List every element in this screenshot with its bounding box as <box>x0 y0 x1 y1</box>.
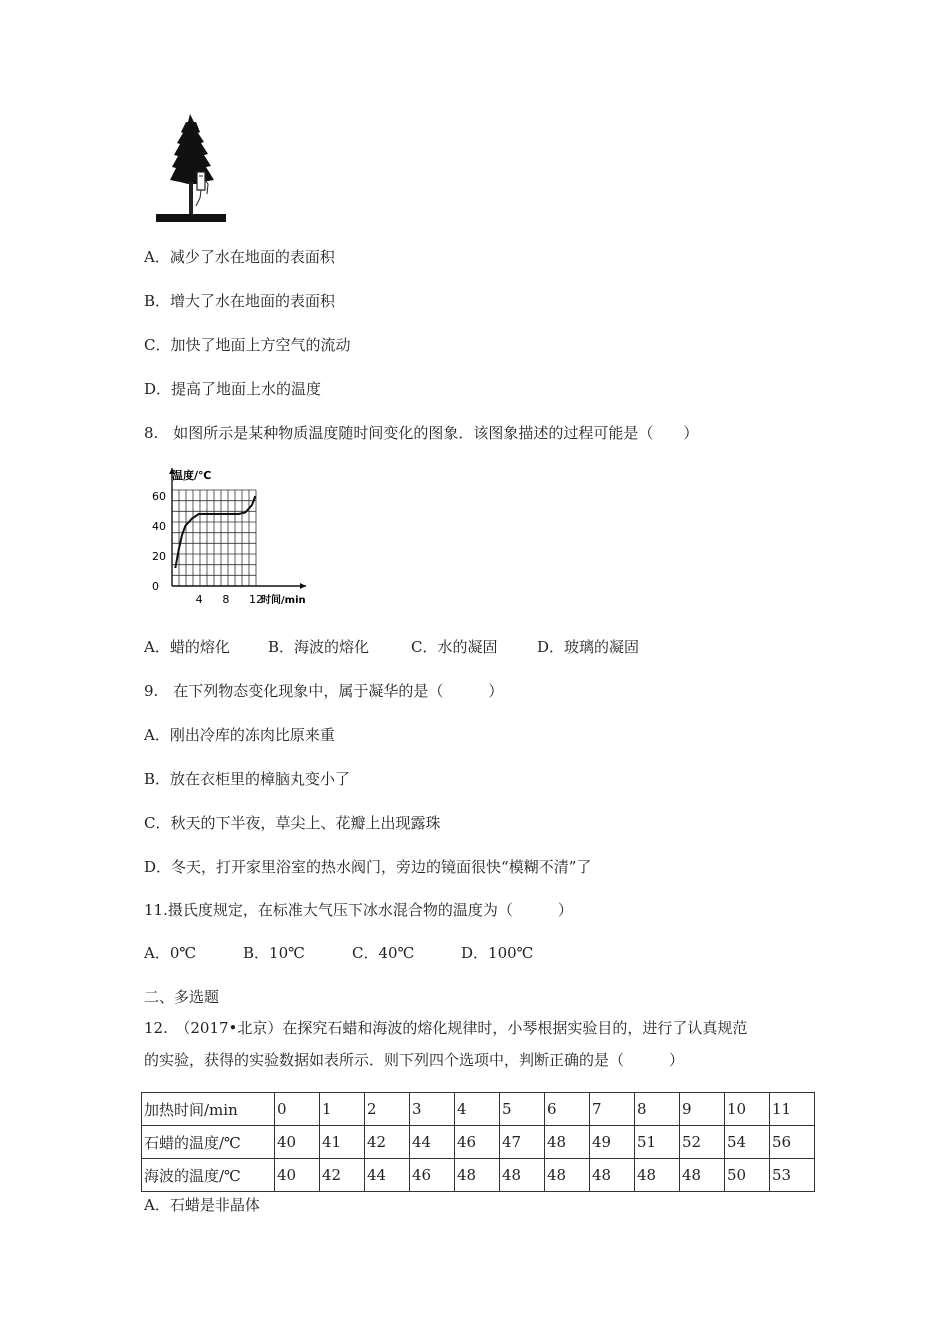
chart-series-line <box>175 496 255 568</box>
table-row-label: 海波的温度/℃ <box>142 1159 275 1192</box>
temperature-time-chart <box>144 462 314 610</box>
q11-option-c: C．40℃ <box>352 944 415 962</box>
table-cell: 42 <box>365 1126 410 1159</box>
q11-stem: 11.摄氏度规定，在标准大气压下冰水混合物的温度为（ ） <box>144 901 573 919</box>
x-axis-arrow <box>300 583 306 589</box>
x-tick-label: 12 <box>249 593 263 606</box>
table-cell: 10 <box>725 1093 770 1126</box>
chart-y-axis-label: 温度/℃ <box>172 469 212 482</box>
q11-option-b: B．10℃ <box>243 944 305 962</box>
x-tick-label: 8 <box>222 593 230 606</box>
table-cell: 46 <box>410 1159 455 1192</box>
table-cell: 53 <box>770 1159 815 1192</box>
q8-option-c: C．水的凝固 <box>411 638 498 656</box>
q8-options <box>144 636 639 658</box>
q7-option-a: A．减少了水在地面的表面积 <box>144 248 335 266</box>
table-cell: 11 <box>770 1093 815 1126</box>
y-tick-label: 40 <box>152 520 166 533</box>
q8-stem: 8. 如图所示是某种物质温度随时间变化的图象．该图象描述的过程可能是（ ） <box>144 424 699 442</box>
table-cell: 9 <box>680 1093 725 1126</box>
table-row-label: 石蜡的温度/℃ <box>142 1126 275 1159</box>
q9-option-d: D．冬天，打开家里浴室的热水阀门，旁边的镜面很快“模糊不清”了 <box>144 858 592 876</box>
table-cell: 5 <box>500 1093 545 1126</box>
y-tick-label: 60 <box>152 490 166 503</box>
chart-grid <box>172 490 256 586</box>
chart-axes <box>169 468 306 589</box>
table-cell: 48 <box>635 1159 680 1192</box>
q7-option-c: C．加快了地面上方空气的流动 <box>144 336 351 354</box>
q8-option-a: A．蜡的熔化 <box>144 638 230 656</box>
q9-option-c: C．秋天的下半夜，草尖上、花瓣上出现露珠 <box>144 814 441 832</box>
chart-x-axis-label: 时间/min <box>261 595 306 606</box>
tree-illustration <box>156 110 228 226</box>
table-cell: 56 <box>770 1126 815 1159</box>
q7-option-b: B．增大了水在地面的表面积 <box>144 292 336 310</box>
chart-ticks <box>152 490 263 606</box>
table-cell: 0 <box>275 1093 320 1126</box>
q9-option-b: B．放在衣柜里的樟脑丸变小了 <box>144 770 351 788</box>
table-cell: 42 <box>320 1159 365 1192</box>
q7-option-d: D．提高了地面上水的温度 <box>144 380 322 398</box>
table-cell: 54 <box>725 1126 770 1159</box>
table-cell: 8 <box>635 1093 680 1126</box>
table-cell: 4 <box>455 1093 500 1126</box>
table-cell: 6 <box>545 1093 590 1126</box>
q9-option-a: A．刚出冷库的冻肉比原来重 <box>144 726 335 744</box>
table-row-label: 加热时间/min <box>142 1093 275 1126</box>
table-cell: 48 <box>590 1159 635 1192</box>
table-cell: 7 <box>590 1093 635 1126</box>
table-cell: 2 <box>365 1093 410 1126</box>
table-row <box>142 1159 815 1192</box>
table-cell: 46 <box>455 1126 500 1159</box>
q11-options <box>144 942 533 964</box>
table-cell: 51 <box>635 1126 680 1159</box>
table-cell: 47 <box>500 1126 545 1159</box>
q9-stem: 9. 在下列物态变化现象中，属于凝华的是（ ） <box>144 682 504 700</box>
table-cell: 48 <box>455 1159 500 1192</box>
q8-option-b: B．海波的熔化 <box>268 638 370 656</box>
table-cell: 50 <box>725 1159 770 1192</box>
q8-option-d: D．玻璃的凝固 <box>537 638 640 656</box>
q12-stem-line1: 12. （2017•北京）在探究石蜡和海波的熔化规律时，小琴根据实验目的，进行了认真规范 <box>144 1019 748 1037</box>
q11-option-a: A．0℃ <box>144 944 197 962</box>
table-cell: 52 <box>680 1126 725 1159</box>
table-cell: 44 <box>365 1159 410 1192</box>
table-cell: 41 <box>320 1126 365 1159</box>
table-cell: 40 <box>275 1159 320 1192</box>
q12-data-table <box>141 1092 815 1192</box>
x-tick-label: 4 <box>195 593 203 606</box>
table-row <box>142 1126 815 1159</box>
q12-stem-line2: 的实验，获得的实验数据如表所示．则下列四个选项中，判断正确的是（ ） <box>144 1051 685 1069</box>
table-cell: 1 <box>320 1093 365 1126</box>
y-tick-label: 0 <box>152 580 159 593</box>
table-cell: 48 <box>545 1126 590 1159</box>
table-cell: 48 <box>545 1159 590 1192</box>
table-cell: 44 <box>410 1126 455 1159</box>
table-cell: 48 <box>680 1159 725 1192</box>
y-tick-label: 20 <box>152 550 166 563</box>
table-row <box>142 1093 815 1126</box>
q11-option-d: D．100℃ <box>461 944 534 962</box>
q12-option-a: A．石蜡是非晶体 <box>144 1196 260 1214</box>
table-cell: 3 <box>410 1093 455 1126</box>
table-cell: 48 <box>500 1159 545 1192</box>
table-cell: 40 <box>275 1126 320 1159</box>
table-cell: 49 <box>590 1126 635 1159</box>
section-title: 二、多选题 <box>144 988 220 1006</box>
